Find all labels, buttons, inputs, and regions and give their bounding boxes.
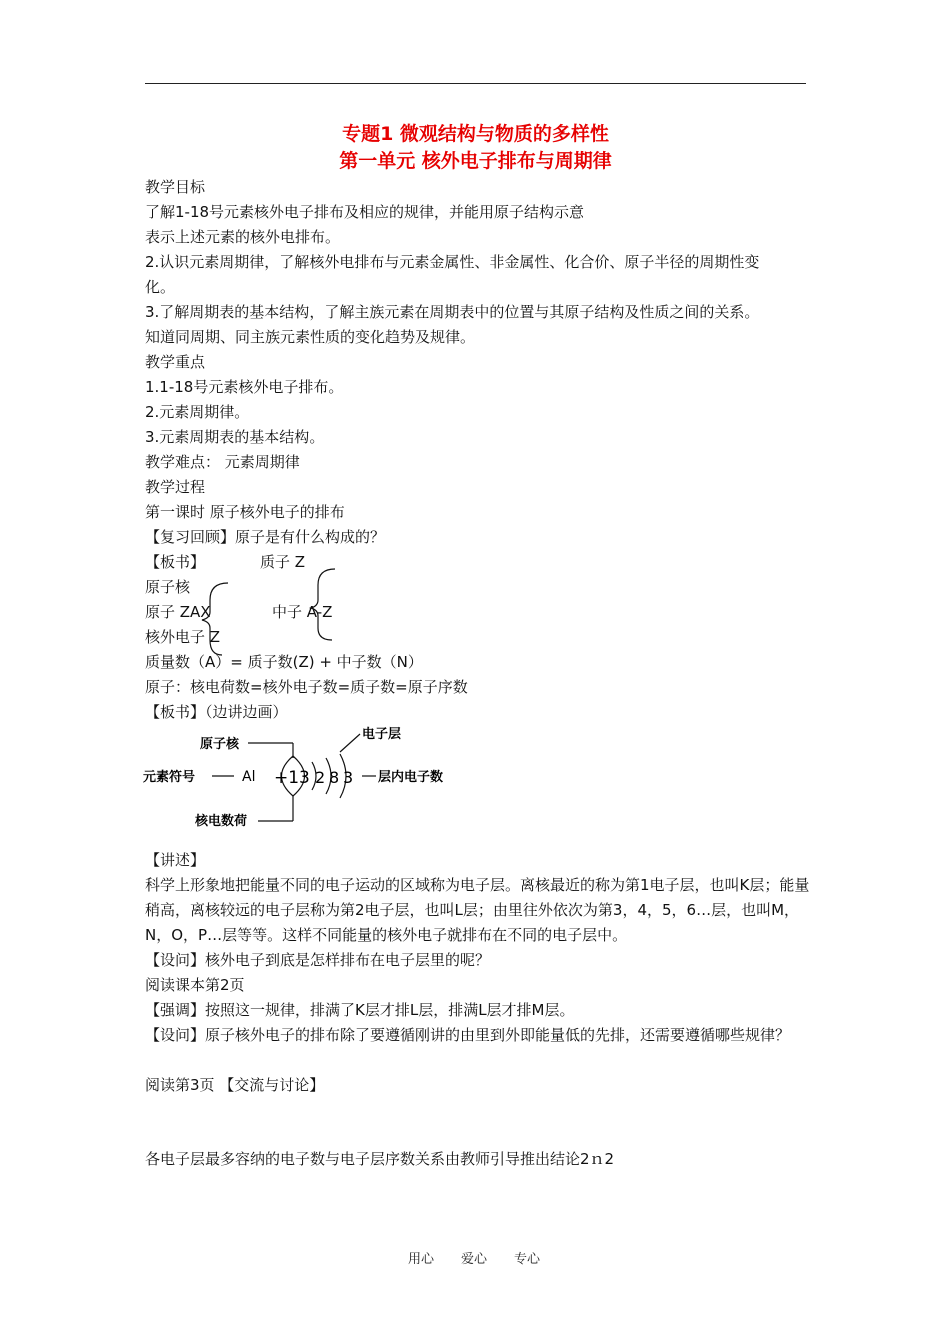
process-heading: 教学过程 <box>145 478 206 496</box>
document-subtitle: 第一单元 核外电子排布与周期律 <box>339 150 612 172</box>
diagram-symbol-label: 元素符号 <box>143 770 196 785</box>
diagram-charge: +13 <box>274 768 310 788</box>
shell-leader <box>340 734 360 752</box>
objective-line-6: 知道同周期、同主族元素性质的变化趋势及规律。 <box>145 328 476 346</box>
board-proton: 质子 Z <box>260 553 306 571</box>
diagram-shell-label: 电子层 <box>362 727 402 742</box>
emphasis-line: 【强调】按照这一规律，排满了K层才排L层，排满L层才排M层。 <box>145 1001 575 1019</box>
key-point-2: 2.元素周期律。 <box>145 403 250 421</box>
diagram-nuclear-charge-label: 核电数荷 <box>195 814 248 829</box>
nucleus-brace <box>311 569 335 640</box>
atom-structure-diagram <box>140 722 470 832</box>
document-title: 专题1 微观结构与物质的多样性 <box>342 123 609 145</box>
diagram-nucleus-label: 原子核 <box>200 737 240 752</box>
diagram-electrons-label: 层内电子数 <box>378 770 444 785</box>
footer-word-2: 爱心 <box>461 1252 488 1267</box>
mass-number-formula: 质量数（A）= 质子数(Z) + 中子数（N） <box>145 653 423 671</box>
key-point-1: 1.1-18号元素核外电子排布。 <box>145 378 344 396</box>
objectives-heading: 教学目标 <box>145 178 206 196</box>
question-1: 【设问】核外电子到底是怎样排布在电子层里的呢？ <box>145 951 491 969</box>
board-neutron: 中子 A-Z <box>272 603 333 621</box>
electrons-shell-3: 3 <box>343 768 354 787</box>
lecture-paragraph: 科学上形象地把能量不同的电子运动的区域称为电子层。离核最近的称为第1电子层，也叫K层；能量稍高，离核较远的电子层称为第2电子层，也叫L层；由里往外依次为第3，4，5，6…层，也叫M，N，O，P…层等等。这样不同能量的核外电子就排布在不同的电子层中。 <box>145 876 810 944</box>
question-2: 【设问】原子核外电子的排布除了要遵循刚讲的由里到外即能量低的先排，还需要遵循哪些规律？ <box>145 1026 791 1044</box>
board-atom: 原子 ZAX <box>145 603 211 621</box>
board-nucleus: 原子核 <box>145 578 191 596</box>
board-label: 【板书】 <box>145 553 206 571</box>
review-question: 【复习回顾】原子是有什么构成的？ <box>145 528 386 546</box>
objective-line-2: 表示上述元素的核外电排布。 <box>145 228 341 246</box>
key-point-3: 3.元素周期表的基本结构。 <box>145 428 325 446</box>
objective-line-1: 了解1-18号元素核外电子排布及相应的规律，并能用原子结构示意 <box>145 203 585 221</box>
diagram-element: Al <box>242 769 256 785</box>
footer-word-3: 专心 <box>514 1252 541 1267</box>
lesson-title: 第一课时 原子核外电子的排布 <box>145 503 345 521</box>
footer-word-1: 用心 <box>408 1252 435 1267</box>
atom-brace <box>202 583 228 655</box>
conclusion-line: 各电子层最多容纳的电子数与电子层序数关系由教师引导推出结论2ｎ2 <box>145 1150 615 1168</box>
board-label-2: 【板书】（边讲边画） <box>145 703 288 721</box>
electrons-shell-2: 8 <box>329 768 340 787</box>
reading-2: 阅读第3页 【交流与讨论】 <box>145 1076 325 1094</box>
objective-line-3: 2.认识元素周期律，了解核外电排布与元素金属性、非金属性、化合价、原子半径的周期性变 <box>145 253 760 271</box>
key-points-heading: 教学重点 <box>145 353 206 371</box>
electrons-shell-1: 2 <box>315 768 326 787</box>
board-electron: 核外电子 Z <box>145 628 221 646</box>
difficulty-line: 教学难点： 元素周期律 <box>145 453 300 471</box>
reading-1: 阅读课本第2页 <box>145 976 245 994</box>
lecture-heading: 【讲述】 <box>145 851 206 869</box>
objective-line-4: 化。 <box>145 278 176 296</box>
atom-relation: 原子：核电荷数=核外电子数=质子数=原子序数 <box>145 678 468 696</box>
objective-line-5: 3.了解周期表的基本结构，了解主族元素在周期表中的位置与其原子结构及性质之间的关系。 <box>145 303 760 321</box>
